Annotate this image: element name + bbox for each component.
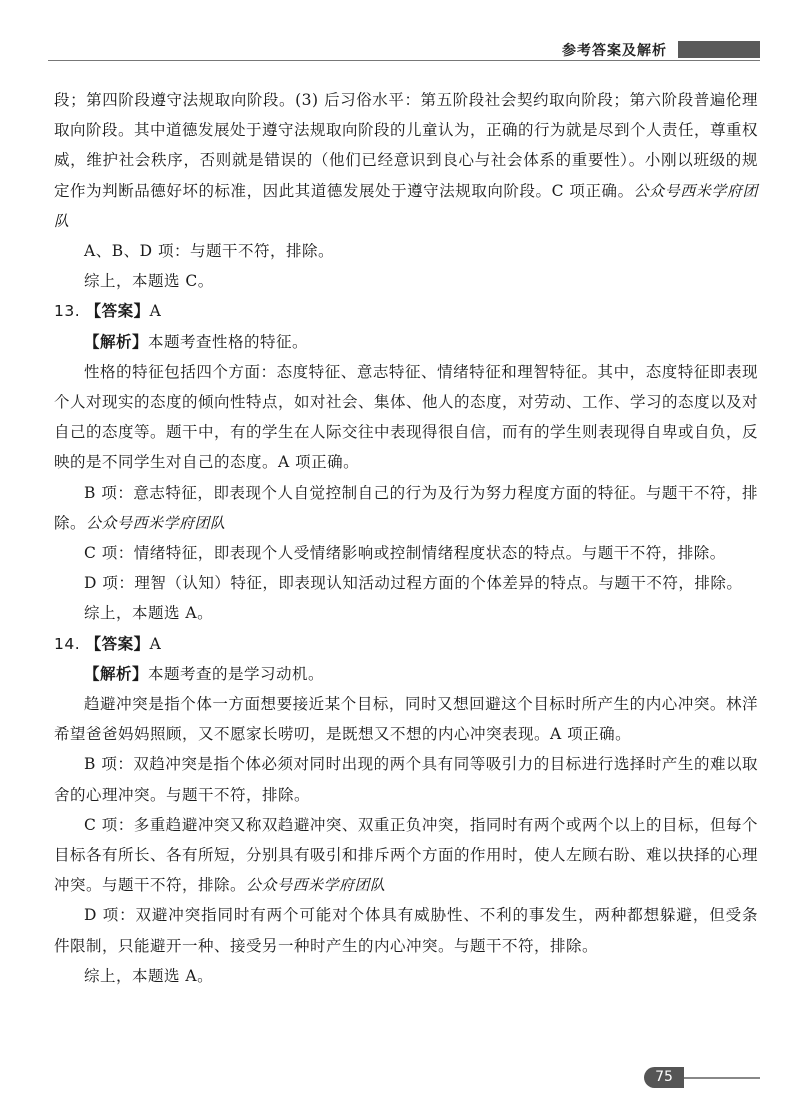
answer-value: A	[149, 302, 162, 321]
conclusion: 综上，本题选 A。	[84, 604, 214, 623]
paragraph: 段；第四阶段遵守法规取向阶段。(3) 后习俗水平：第五阶段社会契约取向阶段；第六阶段普遍伦理取向阶段。其中道德发展处于遵守法规取向阶段的儿童认为，正确的行为就是尽到个人责任，尊重权威，维护社会秩序，否则就是错误的（他们已经意识到良心与社会体系的重要性）。小刚以班级的规定作为判断品德好坏的标准，因此其道德发展处于遵守法规取向阶段。C 项正确。公众号西米学府团队	[54, 91, 759, 230]
question-answer	[54, 296, 758, 326]
paragraph: 性格的特征包括四个方面：态度特征、意志特征、情绪特征和理智特征。其中，态度特征即表现个人对现实的态度的倾向性特点，如对社会、集体、他人的态度，对劳动、工作、学习的态度以及对自己的态度等。题干中，有的学生在人际交往中表现得很自信，而有的学生则表现得自卑或自负，反映的是不同学生对自己的态度。A 项正确。	[54, 362, 759, 472]
watermark-text: 公众号西米学府团队	[246, 876, 386, 895]
watermark-text: 公众号西米学府团队	[86, 513, 226, 532]
header-rule	[48, 60, 760, 61]
footer-rule	[684, 1077, 760, 1079]
answer-value: A	[149, 634, 162, 653]
option-explanation: B 项：双趋冲突是指个体必须对同时出现的两个具有同等吸引力的目标进行选择时产生的难以取舍的心理冲突。与题干不符，排除。	[54, 755, 758, 804]
question-number: 14.	[54, 634, 81, 653]
answer-content	[54, 85, 758, 991]
analysis-label: 【解析】	[84, 664, 149, 683]
question-answer	[54, 629, 758, 659]
page-number: 75	[644, 1067, 684, 1088]
conclusion: 综上，本题选 C。	[84, 272, 214, 291]
watermark-text: 公众号西米学府团队	[54, 181, 758, 230]
page-header	[0, 38, 800, 62]
paragraph: A、B、D 项：与题干不符，排除。	[84, 242, 334, 261]
analysis-label: 【解析】	[84, 332, 149, 351]
page-footer	[0, 1067, 800, 1089]
paragraph: 趋避冲突是指个体一方面想要接近某个目标，同时又想回避这个目标时所产生的内心冲突。林洋希望爸爸妈妈照顾，又不愿家长唠叨，是既想又不想的内心冲突表现。A 项正确。	[54, 695, 758, 744]
option-explanation: C 项：多重趋避冲突又称双趋避冲突、双重正负冲突，指同时有两个或两个以上的目标，但每个目标各有所长、各有所短，分别具有吸引和排斥两个方面的作用时，使人左顾右盼、难以抉择的心理冲突。与题干不符，排除。公众号西米学府团队	[54, 815, 759, 895]
option-explanation: D 项：双避冲突指同时有两个可能对个体具有威胁性、不利的事发生，两种都想躲避，但受条件限制，只能避开一种、接受另一种时产生的内心冲突。与题干不符，排除。	[54, 906, 758, 955]
answer-label: 【答案】	[85, 302, 150, 321]
conclusion: 综上，本题选 A。	[84, 966, 214, 985]
analysis-intro: 【解析】本题考查的是学习动机。	[84, 664, 325, 683]
answer-label: 【答案】	[85, 634, 150, 653]
section-title: 参考答案及解析	[562, 43, 667, 59]
option-explanation: C 项：情绪特征，即表现个人受情绪影响或控制情绪程度状态的特点。与题干不符，排除。	[84, 544, 726, 563]
header-decor-bar	[678, 41, 760, 58]
option-explanation: D 项：理智（认知）特征，即表现认知活动过程方面的个体差异的特点。与题干不符，排除。	[84, 574, 743, 593]
question-number: 13.	[54, 302, 81, 321]
analysis-intro: 【解析】本题考查性格的特征。	[84, 332, 309, 351]
option-explanation: B 项：意志特征，即表现个人自觉控制自己的行为及行为努力程度方面的特征。与题干不符，排除。公众号西米学府团队	[54, 483, 758, 532]
